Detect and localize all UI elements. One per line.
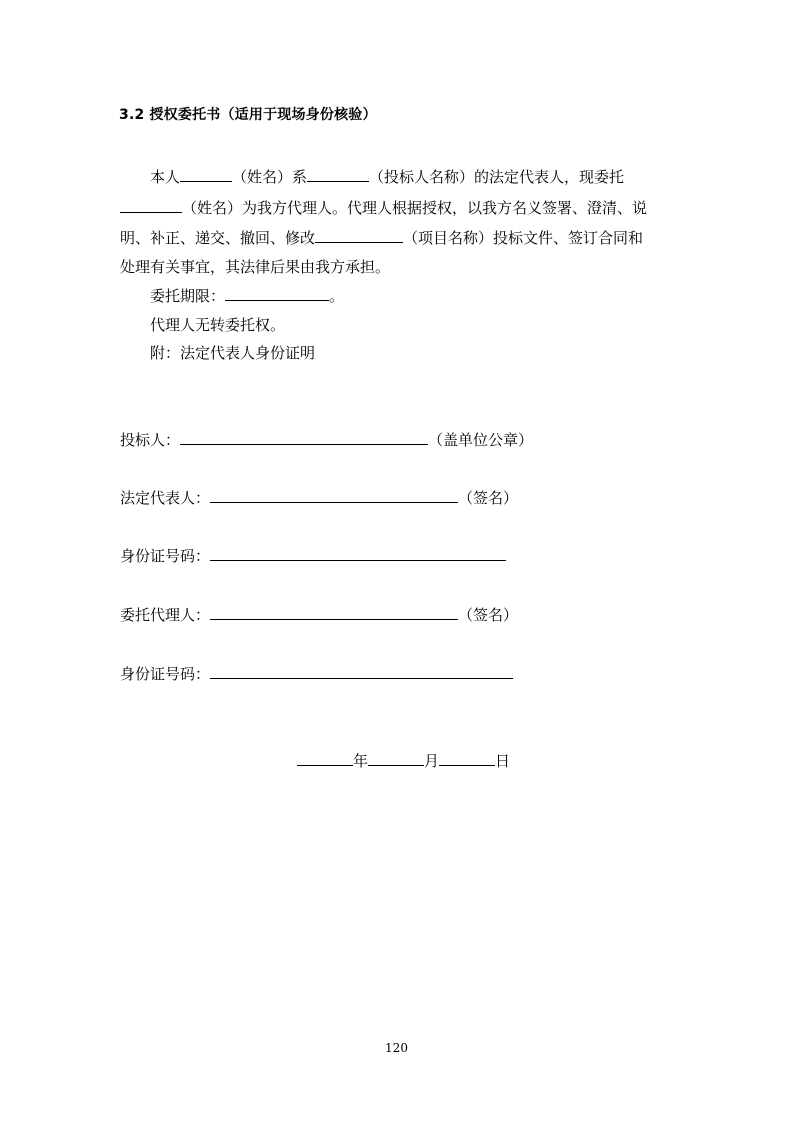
page-number: 120 — [385, 1041, 408, 1055]
id1-blank[interactable] — [210, 546, 506, 561]
id2-blank[interactable] — [210, 664, 513, 679]
term-label: 委托期限： — [150, 287, 226, 305]
legal-rep-row — [120, 488, 518, 508]
body-line-2 — [120, 198, 647, 218]
name-blank[interactable] — [180, 167, 232, 182]
actions-text: 明、补正、递交、撤回、修改 — [120, 229, 316, 247]
project-hint: （项目名称）投标文件、签订合同和 — [403, 229, 644, 247]
day-blank[interactable] — [439, 751, 495, 766]
agent-blank[interactable] — [210, 605, 458, 620]
no-subdelegation: 代理人无转委托权。 — [150, 316, 286, 334]
bidder-hint: （投标人名称）的法定代表人，现委托 — [369, 168, 625, 186]
attachment-note: 附：法定代表人身份证明 — [150, 344, 316, 362]
agent-note: （签名） — [458, 606, 519, 624]
name-hint: （姓名）系 — [232, 168, 308, 186]
month-label: 月 — [424, 752, 440, 770]
year-label: 年 — [353, 752, 369, 770]
agent-desc: （姓名）为我方代理人。代理人根据授权，以我方名义签署、澄清、说 — [182, 199, 648, 217]
bidder-signature-blank[interactable] — [180, 430, 428, 445]
id2-label: 身份证号码： — [120, 665, 211, 683]
term-end: 。 — [329, 287, 345, 305]
body-line-4: 处理有关事宜，其法律后果由我方承担。 — [120, 258, 391, 276]
month-blank[interactable] — [368, 751, 424, 766]
id-number-row-1 — [120, 546, 506, 566]
legal-rep-note: （签名） — [458, 489, 519, 507]
bidder-label: 投标人： — [120, 431, 181, 449]
agent-label: 委托代理人： — [120, 606, 211, 624]
id-number-row-2 — [120, 664, 513, 684]
bidder-blank[interactable] — [307, 167, 369, 182]
day-label: 日 — [495, 752, 511, 770]
bidder-signature-row — [120, 430, 533, 450]
agent-name-blank[interactable] — [120, 198, 182, 213]
body-line-1 — [150, 167, 624, 187]
self-label: 本人 — [150, 168, 181, 186]
body-line-3 — [120, 228, 643, 248]
legal-rep-label: 法定代表人： — [120, 489, 211, 507]
term-blank[interactable] — [225, 286, 329, 301]
bidder-note: （盖单位公章） — [428, 431, 534, 449]
date-row — [297, 750, 510, 771]
legal-rep-blank[interactable] — [210, 488, 458, 503]
agent-row — [120, 605, 518, 625]
term-line — [150, 286, 344, 306]
id1-label: 身份证号码： — [120, 547, 211, 565]
section-heading: 3.2 授权委托书（适用于现场身份核验） — [119, 107, 377, 123]
project-blank[interactable] — [315, 228, 403, 243]
year-blank[interactable] — [297, 751, 353, 766]
